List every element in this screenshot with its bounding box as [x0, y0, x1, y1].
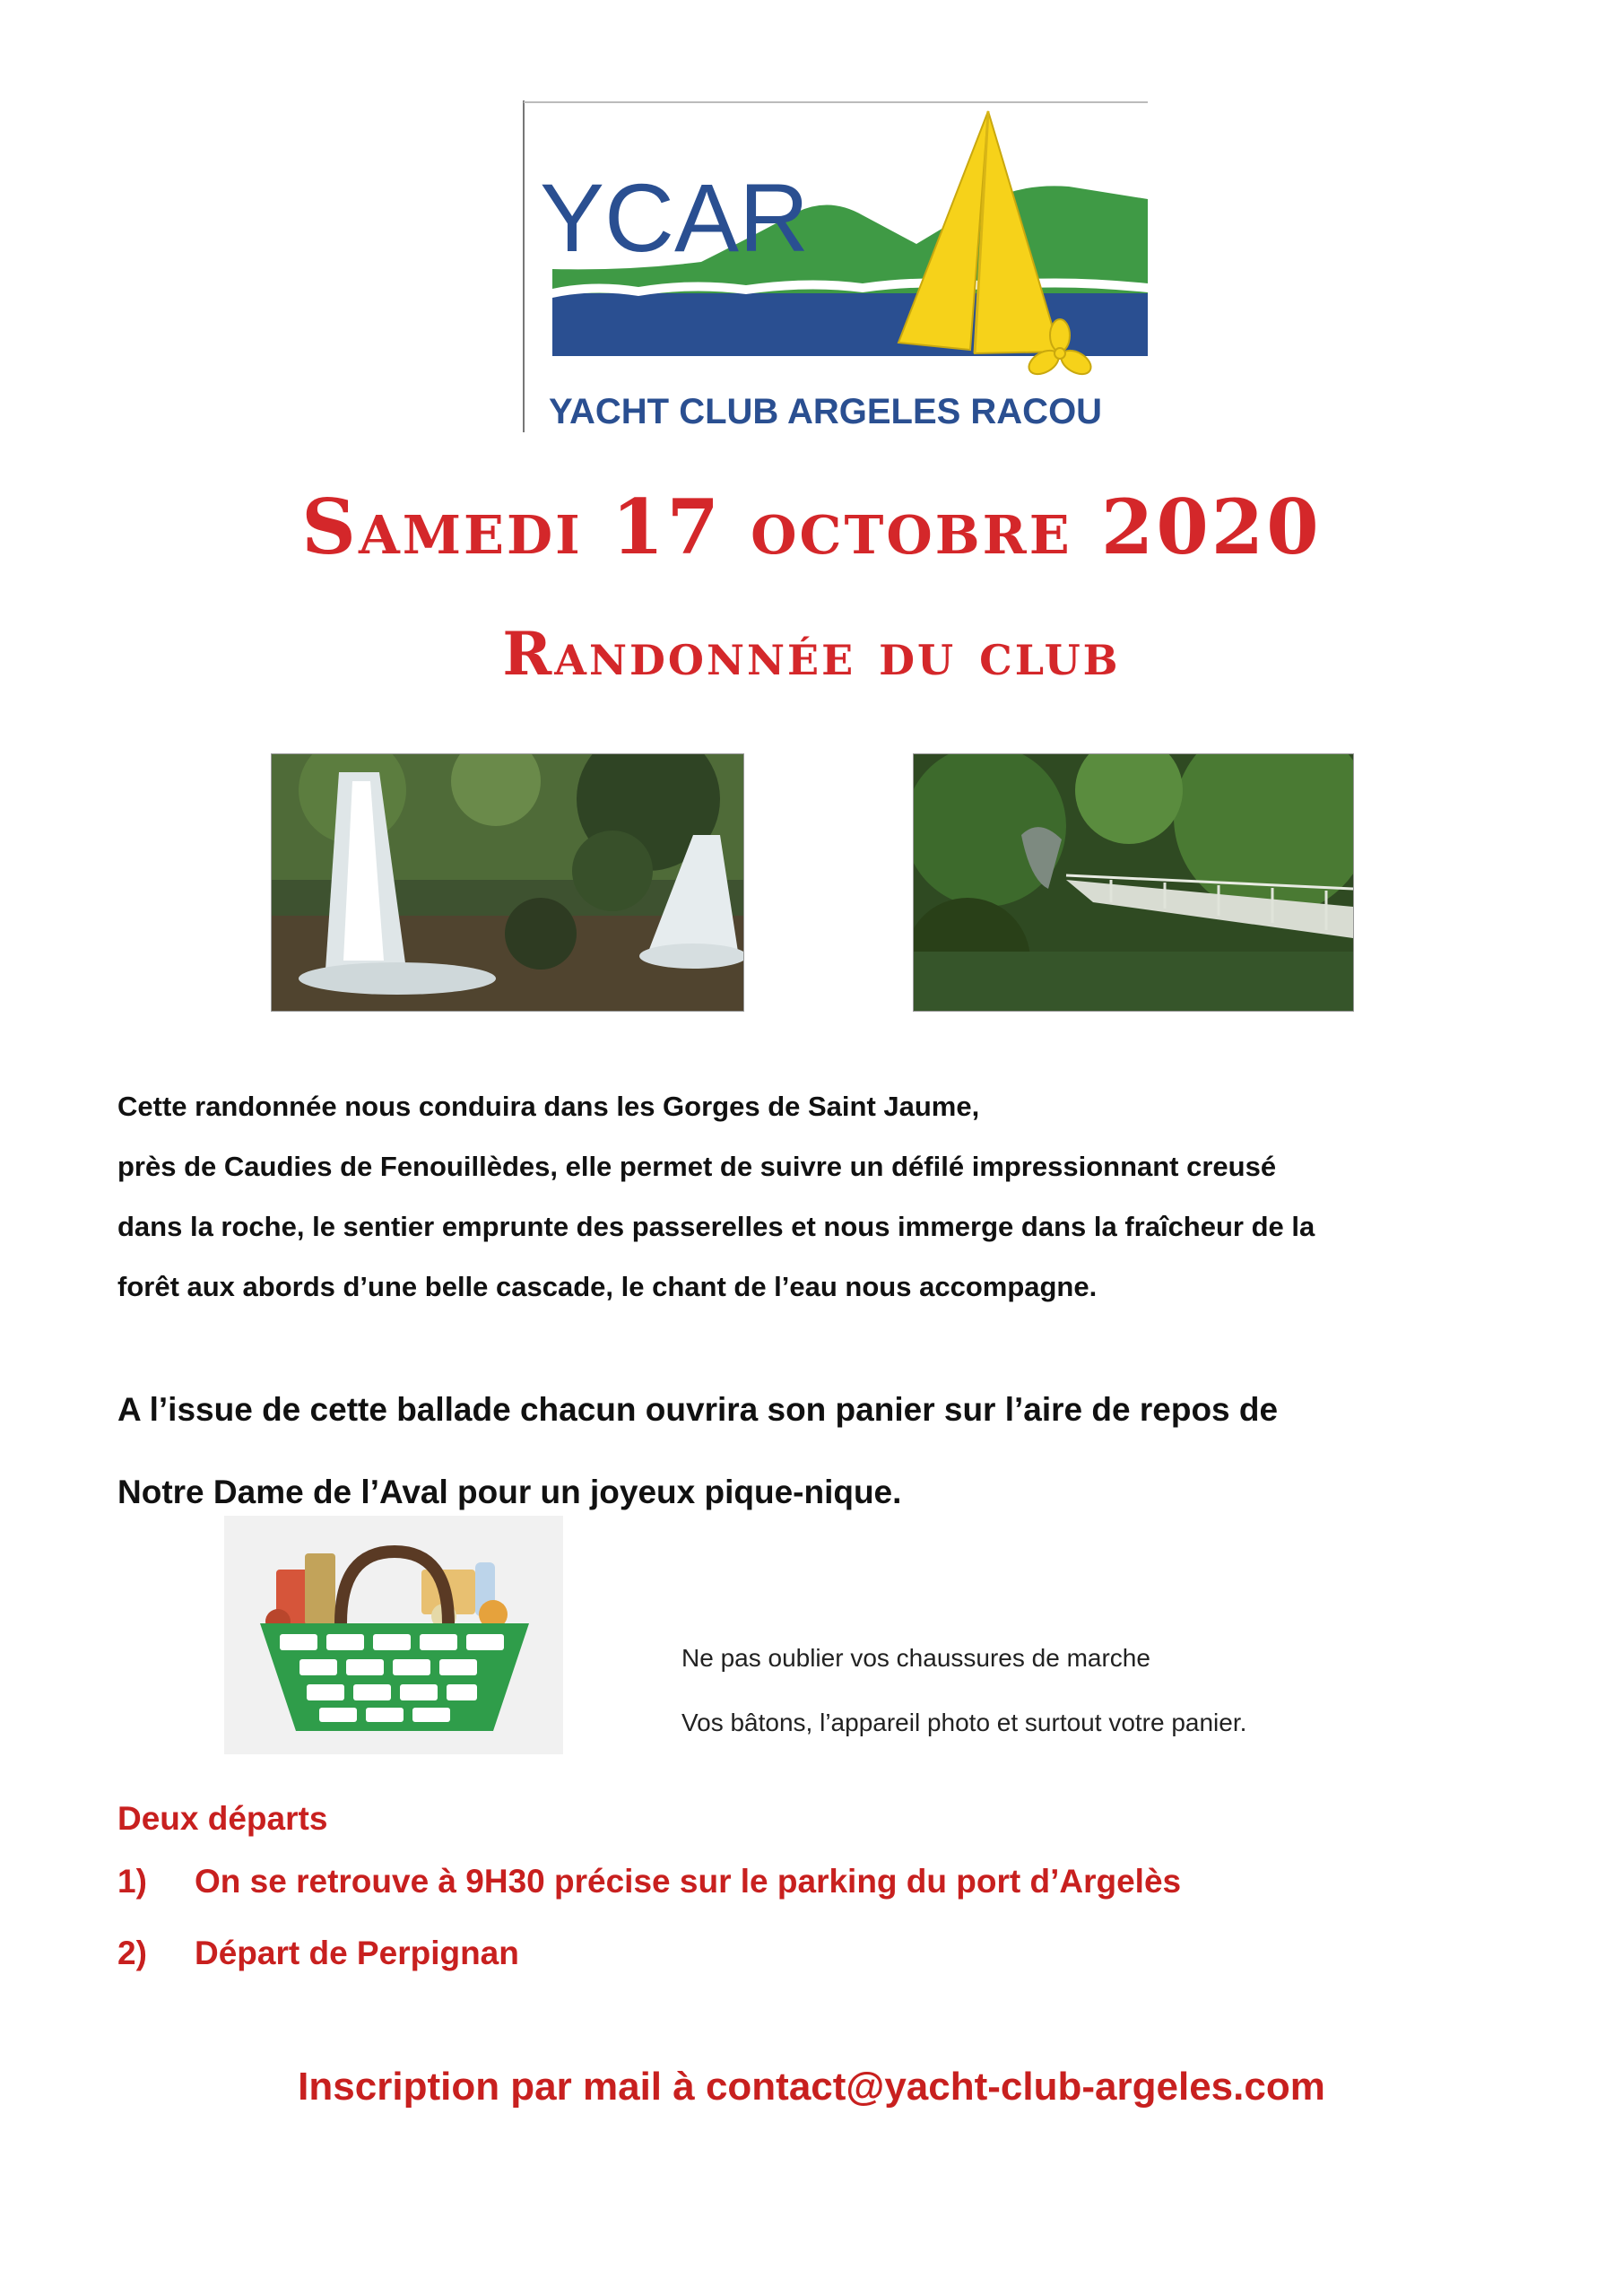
- departure-text: Départ de Perpignan: [195, 1935, 519, 1971]
- walkway-image: [914, 754, 1353, 1011]
- intro-line: forêt aux abords d’une belle cascade, le chant de l’eau nous accompagne.: [117, 1271, 1098, 1302]
- walkway-photo: [913, 753, 1354, 1012]
- basket-icon: [224, 1516, 563, 1754]
- event-date-title: Samedi 17 octobre 2020: [301, 483, 1322, 571]
- departures-title: Deux départs: [117, 1800, 328, 1837]
- departure-number: 1): [117, 1863, 147, 1900]
- waterfall-photo: [271, 753, 744, 1012]
- reminder-note: [681, 1626, 1246, 1755]
- club-logo: [522, 100, 1150, 434]
- departure-number: 2): [117, 1935, 147, 1971]
- departure-item: [117, 1918, 1181, 1989]
- picnic-line: Notre Dame de l’Aval pour un joyeux pique-nique.: [117, 1474, 902, 1510]
- logo-brand-text: YCAR: [540, 163, 810, 272]
- intro-line: près de Caudies de Fenouillèdes, elle permet de suivre un défilé impressionnant creusé: [117, 1151, 1277, 1182]
- departures-section: [117, 1792, 1181, 1989]
- intro-line: Cette randonnée nous conduira dans les Gorges de Saint Jaume,: [117, 1091, 980, 1122]
- intro-paragraph: [117, 1076, 1552, 1317]
- departure-item: [117, 1846, 1181, 1918]
- reminder-line: Ne pas oublier vos chaussures de marche: [681, 1644, 1150, 1672]
- event-name-title: Randonnée du club: [502, 619, 1121, 689]
- logo-tagline-text: YACHT CLUB ARGELES RACOU: [549, 392, 1103, 431]
- reminder-line: Vos bâtons, l’appareil photo et surtout votre panier.: [681, 1709, 1247, 1736]
- ycar-logo-graphic: [522, 100, 1150, 434]
- picnic-line: A l’issue de cette ballade chacun ouvrira son panier sur l’aire de repos de: [117, 1391, 1279, 1428]
- departure-text: On se retrouve à 9H30 précise sur le parking du port d’Argelès: [195, 1863, 1182, 1900]
- picnic-paragraph: [117, 1369, 1570, 1534]
- intro-line: dans la roche, le sentier emprunte des passerelles et nous immerge dans la fraîcheur de la: [117, 1211, 1315, 1242]
- waterfall-image: [272, 754, 743, 1011]
- inscription-contact: Inscription par mail à contact@yacht-club-argeles.com: [298, 2065, 1325, 2109]
- picnic-basket-image: [224, 1516, 563, 1754]
